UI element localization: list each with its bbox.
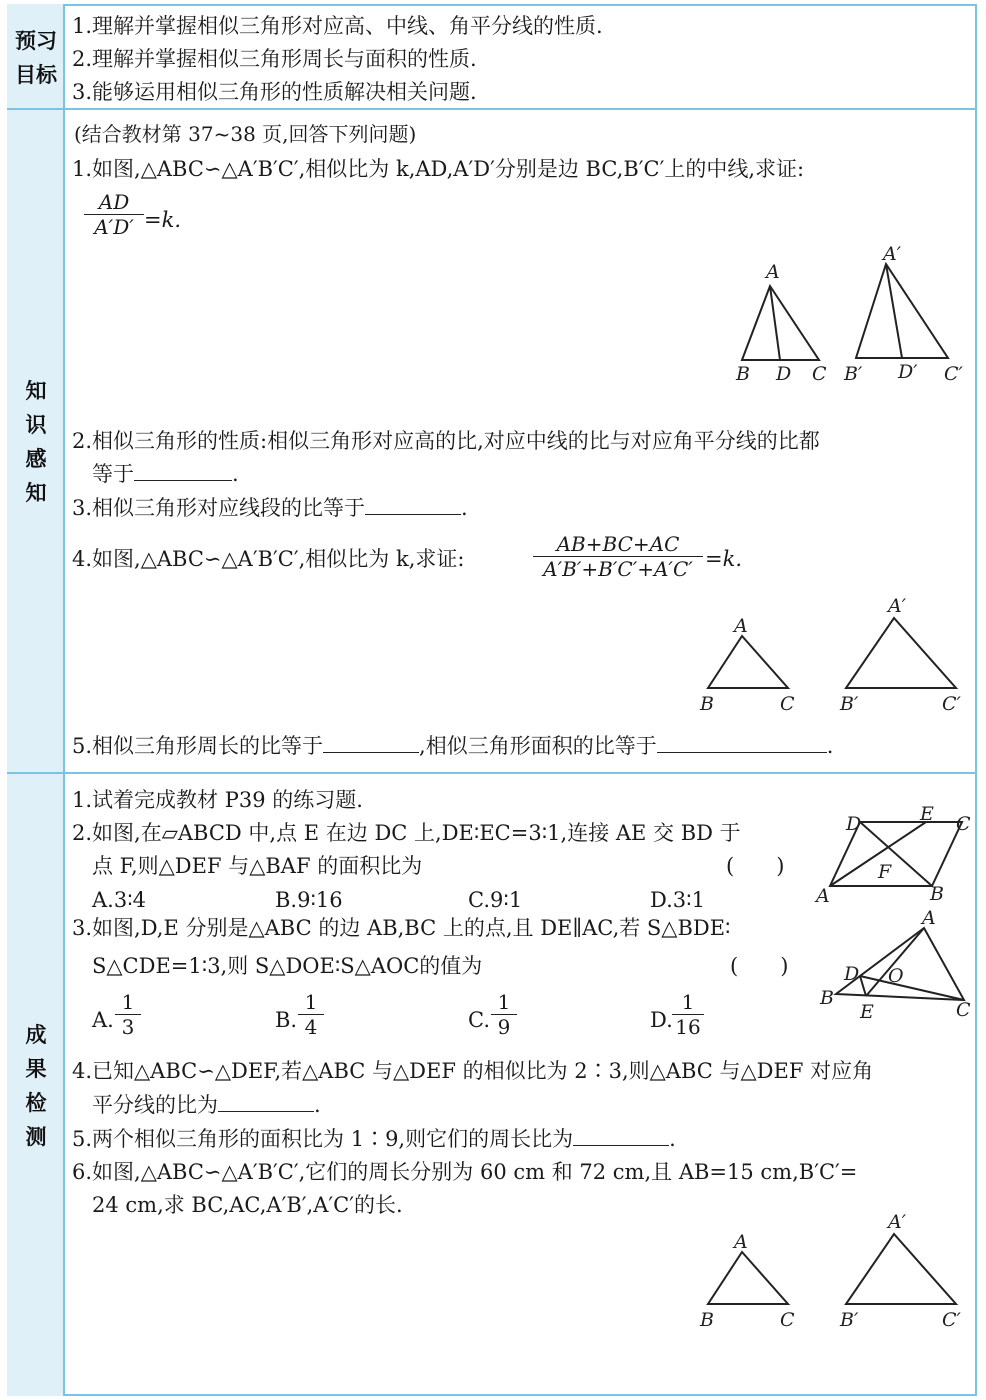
p3-option-c-letter[interactable]: C. <box>468 1008 490 1032</box>
fig5-label-a: A <box>734 1231 748 1253</box>
fig1-label-b-prime: B′ <box>844 363 863 385</box>
question-5: 5.相似三角形周长的比等于 ,相似三角形面积的比等于 . <box>72 734 834 758</box>
question-3: 3.相似三角形对应线段的比等于 . <box>72 496 468 520</box>
p2-option-b[interactable]: B.9∶16 <box>275 888 343 912</box>
p3-option-d-letter[interactable]: D. <box>650 1008 673 1032</box>
fig4-label-b: B <box>820 987 834 1009</box>
results-label-2: 果 <box>25 1057 47 1081</box>
fig5-triangle-a-prime <box>846 1234 956 1304</box>
q4-frac-tail: =k. <box>705 547 742 571</box>
fig5-label-b: B <box>700 1309 714 1331</box>
q2-answer-blank[interactable] <box>134 460 232 481</box>
preview-item-1: 1.理解并掌握相似三角形对应高、中线、角平分线的性质. <box>72 14 603 38</box>
fig1-label-b: B <box>736 363 750 385</box>
p3-option-c-num: 1 <box>497 990 511 1014</box>
p2-option-a[interactable]: A.3∶4 <box>92 888 147 912</box>
figure-triangles-medians <box>726 242 976 387</box>
knowledge-intro: (结合教材第 37~38 页,回答下列问题) <box>74 122 417 146</box>
figure-triangle-de-parallel-ac <box>814 904 976 1026</box>
fig4-label-c: C <box>956 999 971 1021</box>
fig5-label-a-prime: A′ <box>888 1211 907 1233</box>
fig2-label-a: A <box>734 615 748 637</box>
knowledge-label-1: 知 <box>25 379 47 403</box>
practice-2-line1: 2.如图,在▱ABCD 中,点 E 在边 DC 上,DE∶EC=3∶1,连接 AE 交 BD 于 <box>72 821 741 845</box>
results-label-3: 检 <box>25 1091 47 1115</box>
question-2-line1: 2.相似三角形的性质:相似三角形对应高的比,对应中线的比与对应角平分线的比都 <box>72 429 820 453</box>
results-label-1: 成 <box>25 1023 47 1047</box>
p3-option-d-fraction[interactable] <box>672 990 704 1039</box>
results-label-4: 测 <box>25 1125 47 1149</box>
fig3-label-d: D <box>846 813 862 835</box>
q3-text: 3.相似三角形对应线段的比等于 <box>72 496 366 520</box>
fig5-label-b-prime: B′ <box>840 1309 859 1331</box>
preview-label-line2: 目标 <box>15 63 57 87</box>
fig3-label-e: E <box>920 804 934 825</box>
q1-frac-tail: =k. <box>144 208 181 232</box>
q5-text-b: ,相似三角形面积的比等于 <box>419 734 657 758</box>
p3-option-c-fraction[interactable] <box>491 990 517 1039</box>
fig3-label-c: C <box>956 813 971 835</box>
practice-6-line2: 24 cm,求 BC,AC,A′B′,A′C′的长. <box>92 1193 403 1217</box>
practice-5: 5.两个相似三角形的面积比为 1∶9,则它们的周长比为 . <box>72 1127 676 1151</box>
q1-frac-denominator: A′D′ <box>84 214 144 239</box>
fig3-label-f: F <box>878 861 892 883</box>
fig4-segment-de <box>860 976 866 996</box>
question-2-line2: 等于 . <box>92 462 239 486</box>
p3-option-b-den: 4 <box>298 1014 324 1039</box>
practice-2-answer-paren[interactable]: ( ) <box>726 854 785 878</box>
p3-option-a-num: 1 <box>121 990 135 1014</box>
p3-option-d-num: 1 <box>681 990 695 1014</box>
knowledge-label-2: 识 <box>25 413 47 437</box>
practice-3-line2: S△CDE=1∶3,则 S△DOE∶S△AOC的值为 <box>92 954 483 978</box>
fig1-label-c-prime: C′ <box>944 363 963 385</box>
p3-option-c-den: 9 <box>491 1014 517 1039</box>
question-1: 1.如图,△ABC∽△A′B′C′,相似比为 k,AD,A′D′分别是边 BC,B′C′上的中线,求证: <box>72 157 805 181</box>
practice-6-line1: 6.如图,△ABC∽△A′B′C′,它们的周长分别为 60 cm 和 72 cm,且 AB=15 cm,B′C′= <box>72 1160 858 1184</box>
fig5-label-c: C <box>780 1309 795 1331</box>
p3-option-b-fraction[interactable] <box>298 990 324 1039</box>
q1-fraction <box>84 190 144 239</box>
q4-fraction <box>533 532 703 581</box>
p3-option-a-den: 3 <box>115 1014 141 1039</box>
fig1-label-d-prime: D′ <box>898 361 918 383</box>
label-column <box>7 4 65 1396</box>
fig4-label-e: E <box>860 1001 874 1023</box>
divider-knowledge <box>7 772 977 774</box>
p3-option-d-den: 16 <box>672 1014 704 1039</box>
p5-answer-blank[interactable] <box>573 1125 669 1146</box>
knowledge-label-3: 感 <box>25 447 47 471</box>
fig1-label-c: C <box>812 363 827 385</box>
divider-preview <box>7 108 977 110</box>
figure-similar-triangles-q4 <box>694 594 976 719</box>
fig1-label-a-prime: A′ <box>883 243 902 265</box>
p4-text: 平分线的比为 <box>92 1093 218 1117</box>
fig1-triangle-a-prime <box>856 264 948 358</box>
figure-similar-triangles-q6 <box>694 1210 976 1335</box>
fig4-label-d: D <box>844 963 860 985</box>
p5-text: 5.两个相似三角形的面积比为 1∶9,则它们的周长比为 <box>72 1127 574 1151</box>
preview-label-line1: 预习 <box>15 29 57 53</box>
q4-frac-numerator: AB+BC+AC <box>556 532 680 556</box>
q5-text-a: 5.相似三角形周长的比等于 <box>72 734 324 758</box>
fig1-label-a: A <box>766 261 780 283</box>
preview-item-3: 3.能够运用相似三角形的性质解决相关问题. <box>72 80 477 104</box>
practice-3-answer-paren[interactable]: ( ) <box>730 954 789 978</box>
fig3-diagonal-bd <box>860 822 932 886</box>
fig5-label-c-prime: C′ <box>942 1309 961 1331</box>
p2-option-d[interactable]: D.3∶1 <box>650 888 705 912</box>
q1-frac-numerator: AD <box>98 190 130 214</box>
fig2-triangle-abc <box>708 636 788 688</box>
fig2-label-b-prime: B′ <box>840 693 859 715</box>
p3-option-b-num: 1 <box>304 990 318 1014</box>
fig1-median-a-prime-d-prime <box>886 264 902 358</box>
fig3-label-a: A <box>816 885 830 907</box>
practice-4-line1: 4.已知△ABC∽△DEF,若△ABC 与△DEF 的相似比为 2∶3,则△ABC 与△DEF 对应角 <box>72 1059 874 1083</box>
q5-answer-blank-1[interactable] <box>323 732 419 753</box>
p3-option-b-letter[interactable]: B. <box>275 1008 298 1032</box>
question-4: 4.如图,△ABC∽△A′B′C′,相似比为 k,求证: <box>72 547 465 571</box>
practice-4-line2: 平分线的比为 . <box>92 1093 321 1117</box>
practice-1: 1.试着完成教材 P39 的练习题. <box>72 788 363 812</box>
fig2-label-c-prime: C′ <box>942 693 961 715</box>
fig5-triangle-abc <box>708 1252 788 1304</box>
practice-2-line2: 点 F,则△DEF 与△BAF 的面积比为 <box>92 854 423 878</box>
fig2-label-a-prime: A′ <box>888 595 907 617</box>
q2-text: 等于 <box>92 462 134 486</box>
fig1-label-d: D <box>776 363 792 385</box>
fig2-label-c: C <box>780 693 795 715</box>
p3-option-a-letter[interactable]: A. <box>92 1008 114 1032</box>
fig4-label-o: O <box>888 965 904 987</box>
knowledge-label-4: 知 <box>25 481 47 505</box>
fig2-triangle-a-prime <box>846 618 956 688</box>
p2-option-c[interactable]: C.9∶1 <box>468 888 523 912</box>
p4-answer-blank[interactable] <box>218 1091 314 1112</box>
fig2-label-b: B <box>700 693 714 715</box>
fig1-triangle-abc <box>742 286 819 360</box>
figure-parallelogram-abcd <box>812 804 976 910</box>
p3-option-a-fraction[interactable] <box>115 990 141 1039</box>
q3-answer-blank[interactable] <box>365 494 461 515</box>
preview-item-2: 2.理解并掌握相似三角形周长与面积的性质. <box>72 47 477 71</box>
q4-frac-denominator: A′B′+B′C′+A′C′ <box>533 556 703 581</box>
fig4-label-a: A <box>922 907 936 929</box>
q5-answer-blank-2[interactable] <box>657 732 827 753</box>
fig3-label-b: B <box>930 883 944 905</box>
practice-3-line1: 3.如图,D,E 分别是△ABC 的边 AB,BC 上的点,且 DE∥AC,若 S△BDE∶ <box>72 916 731 940</box>
